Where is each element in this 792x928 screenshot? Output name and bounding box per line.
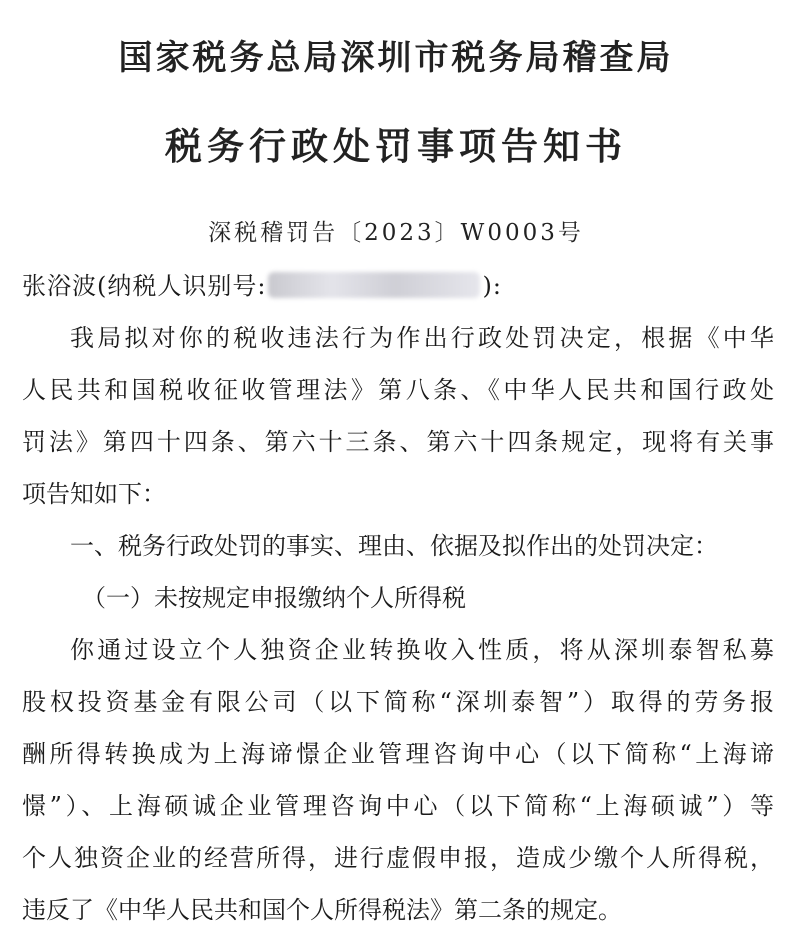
body-line: 股权投资基金有限公司（以下简称“深圳泰智”）取得的劳务报 <box>22 688 774 716</box>
addressee-suffix: ): <box>482 272 502 300</box>
document-number: 深税稽罚告〔2023〕W0003号 <box>208 220 584 246</box>
body-line: 个人独资企业的经营所得，进行虚假申报，造成少缴个人所得税， <box>22 844 774 872</box>
body-line: 憬”）、上海硕诚企业管理咨询中心（以下简称“上海硕诚”）等 <box>22 792 774 820</box>
subsection-heading: （一）未按规定申报缴纳个人所得税 <box>82 584 466 612</box>
body-line: 违反了《中华人民共和国个人所得税法》第二条的规定。 <box>22 896 622 924</box>
redacted-taxpayer-id <box>268 272 480 298</box>
body-line: 人民共和国税收征收管理法》第八条、《中华人民共和国行政处 <box>22 376 774 404</box>
body-line: 我局拟对你的税收违法行为作出行政处罚决定，根据《中华 <box>70 324 774 352</box>
body-line: 酬所得转换成为上海谛憬企业管理咨询中心（以下简称“上海谛 <box>22 740 774 768</box>
document-title: 税务行政处罚事项告知书 <box>165 124 627 168</box>
issuer-title: 国家税务总局深圳市税务局稽查局 <box>118 38 674 78</box>
body-line: 罚法》第四十四条、第六十三条、第六十四条规定，现将有关事 <box>22 428 774 456</box>
section-heading: 一、税务行政处罚的事实、理由、依据及拟作出的处罚决定： <box>70 532 718 560</box>
body-line: 项告知如下： <box>22 480 166 508</box>
body-line: 你通过设立个人独资企业转换收入性质，将从深圳泰智私募 <box>70 636 774 664</box>
addressee-line <box>22 266 502 301</box>
addressee-prefix: 张浴波(纳税人识别号: <box>22 272 267 300</box>
